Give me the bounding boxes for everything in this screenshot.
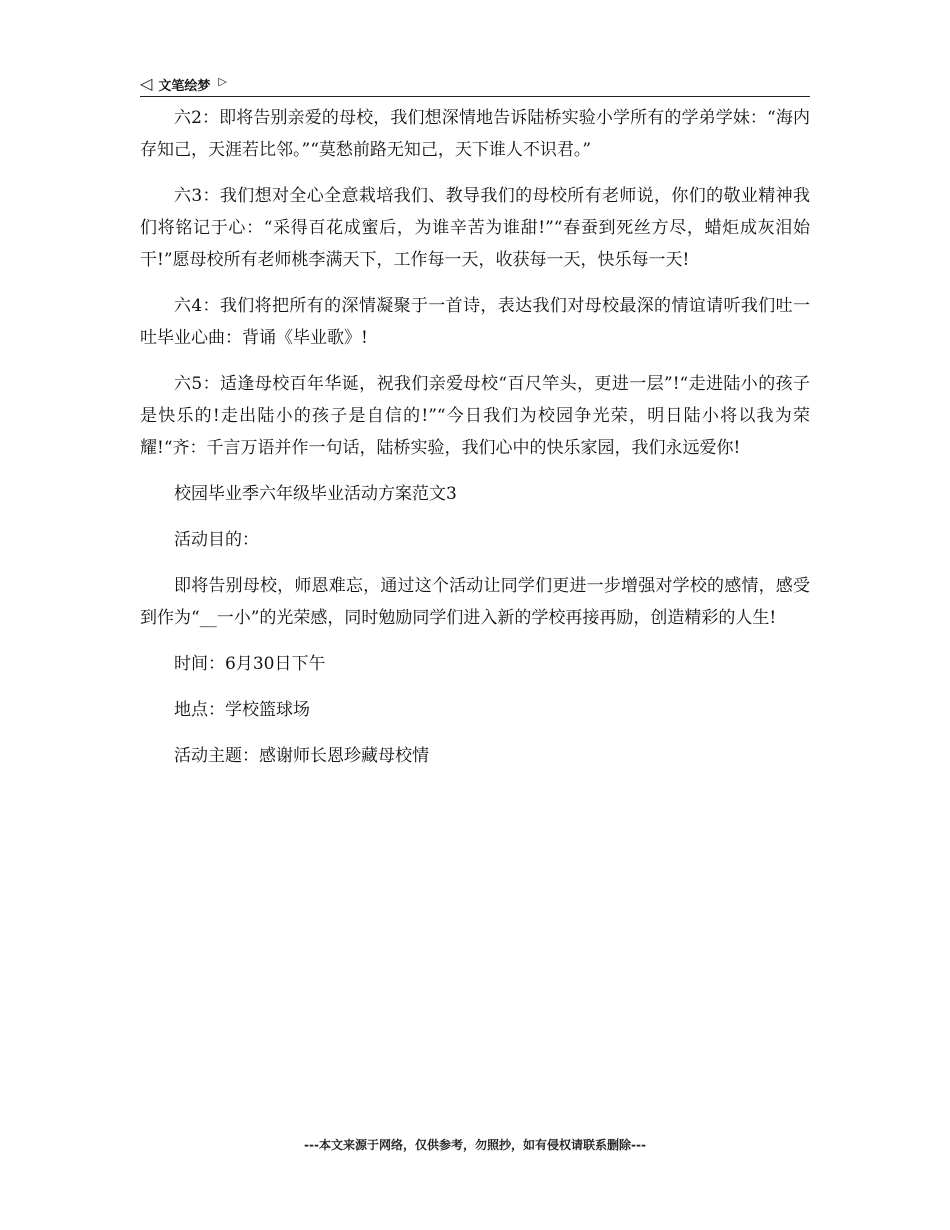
document-body xyxy=(140,102,810,786)
section-heading: 校园毕业季六年级毕业活动方案范文3 xyxy=(174,484,457,504)
activity-time: 时间：6月30日下午 xyxy=(174,654,326,674)
activity-location: 地点：学校篮球场 xyxy=(174,700,310,720)
header-title: 文笔绘梦 xyxy=(158,78,211,94)
activity-theme: 活动主题：感谢师长恩珍藏母校情 xyxy=(174,746,429,766)
triangle-right-icon: ▷ xyxy=(218,74,227,88)
page-header xyxy=(140,72,810,97)
paragraph-6-3: 六3：我们想对全心全意栽培我们、教导我们的母校所有老师说，你们的敬业精神我们将铭记于心：“采得百花成蜜后，为谁辛苦为谁甜!”“春蚕到死丝方尽，蜡炬成灰泪始干!”愿母校所有老师桃李满天下，工作每一天，收获每一天，快乐每一天! xyxy=(140,186,810,270)
triangle-left-icon: ◁ xyxy=(140,74,153,93)
paragraph-6-5: 六5：适逢母校百年华诞，祝我们亲爱母校“百尺竿头，更进一层”!“走进陆小的孩子是快乐的!走出陆小的孩子是自信的!”“今日我们为校园争光荣，明日陆小将以我为荣耀!“齐：千言万语并作一句话，陆桥实验，我们心中的快乐家园，我们永远爱你! xyxy=(140,374,810,458)
page-footer: ---本文来源于网络，仅供参考，勿照抄，如有侵权请联系删除--- xyxy=(304,1138,646,1152)
activity-purpose-text: 即将告别母校，师恩难忘，通过这个活动让同学们更进一步增强对学校的感情，感受到作为“__一小”的光荣感，同时勉励同学们进入新的学校再接再励，创造精彩的人生! xyxy=(140,576,810,628)
paragraph-6-2: 六2：即将告别亲爱的母校，我们想深情地告诉陆桥实验小学所有的学弟学妹：“海内存知己，天涯若比邻。”“莫愁前路无知己，天下谁人不识君。” xyxy=(140,108,810,160)
activity-purpose-label: 活动目的： xyxy=(174,530,259,550)
paragraph-6-4: 六4：我们将把所有的深情凝聚于一首诗，表达我们对母校最深的情谊请听我们吐一吐毕业心曲：背诵《毕业歌》! xyxy=(140,296,810,348)
